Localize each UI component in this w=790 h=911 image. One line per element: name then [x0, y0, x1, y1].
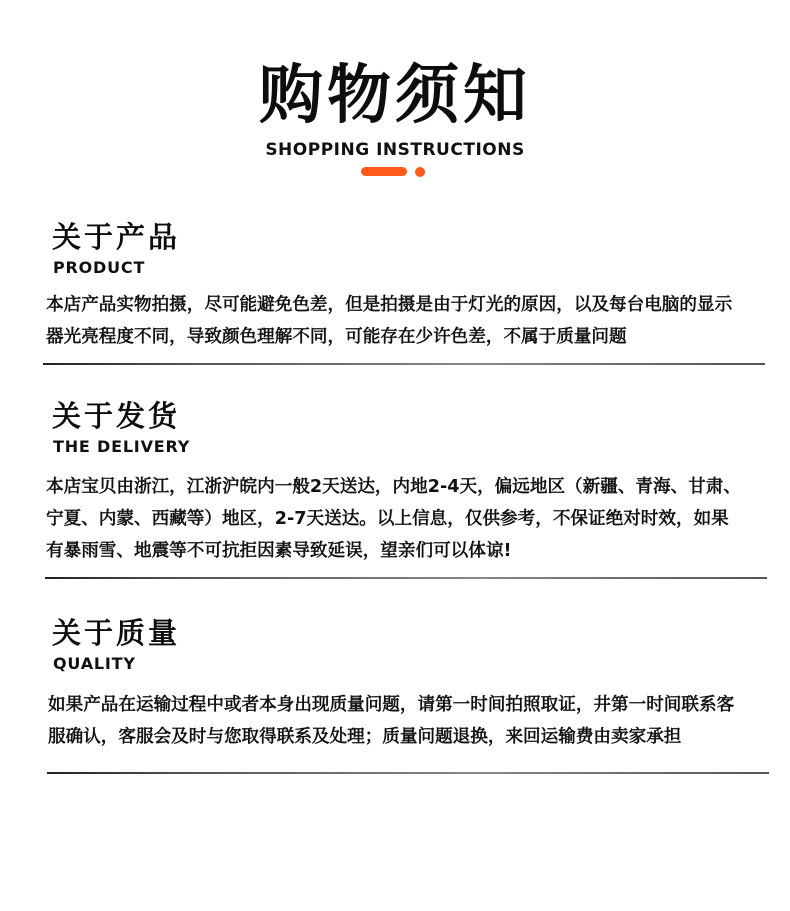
- section-divider: [47, 772, 769, 774]
- accent-bar-decoration: [361, 167, 407, 176]
- section-subtitle: PRODUCT: [53, 258, 146, 277]
- section-title: 关于质量: [52, 616, 181, 650]
- section-subtitle: QUALITY: [53, 654, 136, 673]
- section-divider: [45, 577, 767, 579]
- body-line: 如果产品在运输过程中或者本身出现质量问题，请第一时间拍照取证，井第一时间联系客: [48, 695, 735, 715]
- page-title: 购物须知: [259, 59, 531, 133]
- section-body: [48, 689, 778, 753]
- section-subtitle: THE DELIVERY: [53, 437, 191, 456]
- section-title: 关于发货: [52, 399, 181, 433]
- page-subtitle: SHOPPING INSTRUCTIONS: [265, 140, 525, 160]
- body-line: 本店宝贝由浙江，江浙沪皖内一般2天送达，内地2-4天，偏远地区（新疆、青海、甘肃、: [46, 477, 741, 497]
- accent-dot-decoration: [415, 167, 425, 177]
- section-divider: [43, 363, 765, 365]
- body-line: 宁夏、内蒙、西藏等）地区，2-7天送达。以上信息，仅供参考，不保证绝对时效，如果: [46, 509, 729, 529]
- body-line: 有暴雨雪、地震等不可抗拒因素导致延误，望亲们可以体谅!: [46, 541, 512, 561]
- body-line: 本店产品实物拍摄，尽可能避免色差，但是拍摄是由于灯光的原因，以及每台电脑的显示: [46, 295, 733, 315]
- section-title: 关于产品: [52, 220, 181, 254]
- body-line: 服确认，客服会及时与您取得联系及处理；质量问题退换，来回运输费由卖家承担: [48, 727, 682, 747]
- section-body: [46, 289, 776, 353]
- body-line: 器光亮程度不同，导致颜色理解不同，可能存在少许色差，不属于质量问题: [46, 327, 627, 347]
- section-body: [46, 471, 776, 567]
